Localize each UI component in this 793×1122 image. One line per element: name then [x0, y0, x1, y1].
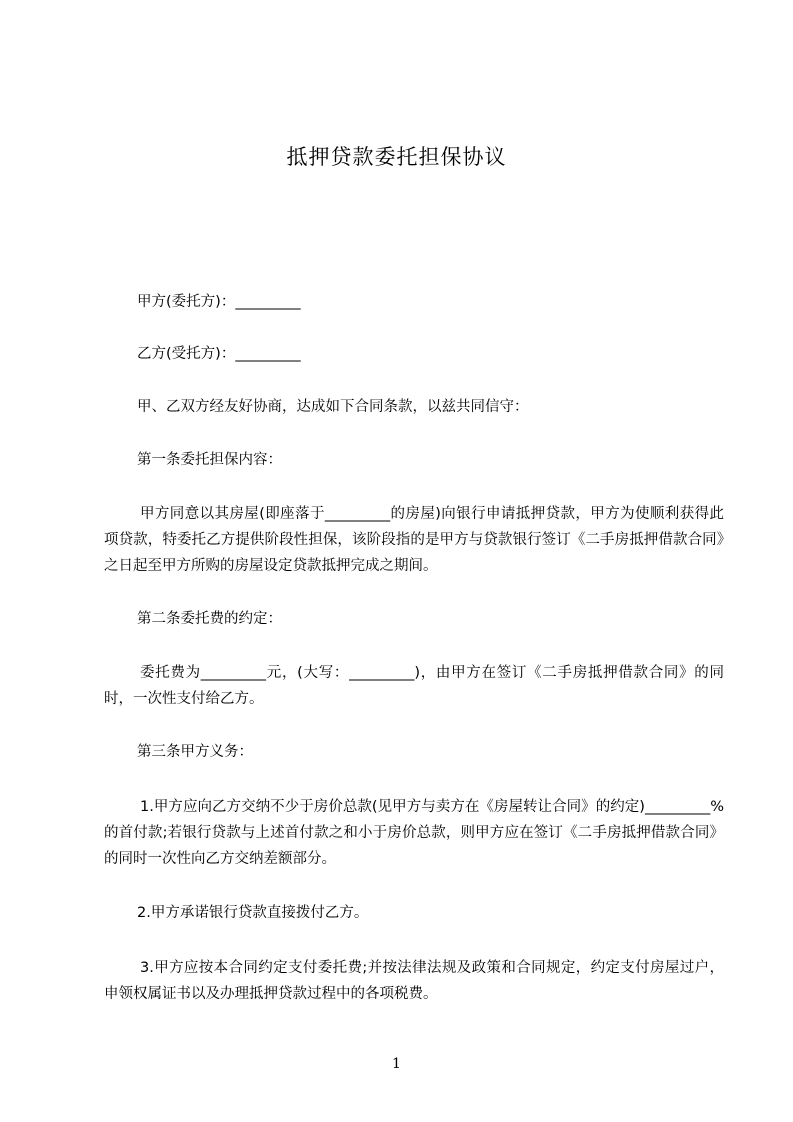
party-b-line: 乙方(受托方)：_________	[137, 346, 301, 362]
article-1-heading: 第一条委托担保内容：	[137, 452, 282, 468]
article-3-item-2: 2.甲方承诺银行贷款直接拨付乙方。	[137, 905, 369, 921]
party-a-line: 甲方(委托方)：_________	[137, 294, 301, 310]
preamble-paragraph: 甲、乙双方经友好协商，达成如下合同条款，以兹共同信守：	[137, 399, 529, 415]
article-3-heading: 第三条甲方义务：	[137, 744, 253, 760]
article-2-body: 委托费为_________元，(大写：_________)，由甲方在签订《二手房抵押借款合同》的同时，一次性支付给乙方。	[104, 665, 724, 707]
article-1-body: 甲方同意以其房屋(即座落于_________的房屋)向银行申请抵押贷款，甲方为使顺利获得此项贷款，特委托乙方提供阶段性担保，该阶段指的是甲方与贷款银行签订《二手房抵押借款合同》之日起至甲方所购的房屋设定贷款抵押完成之期间。	[104, 506, 724, 574]
document-title: 抵押贷款委托担保协议	[286, 145, 507, 169]
page-number: 1	[392, 1056, 401, 1072]
article-2-heading: 第二条委托费的约定：	[137, 611, 282, 627]
article-3-item-1: 1.甲方应向乙方交纳不少于房价总款(见甲方与卖方在《房屋转让合同》的约定)_________%的首付款;若银行贷款与上述首付款之和小于房价总款，则甲方应在签订《二手房抵押借款合同》的同时一次性向乙方交纳差额部分。	[104, 799, 724, 867]
article-3-item-3: 3.甲方应按本合同约定支付委托费;并按法律法规及政策和合同规定，约定支付房屋过户，申领权属证书以及办理抵押贷款过程中的各项税费。	[104, 960, 724, 1002]
